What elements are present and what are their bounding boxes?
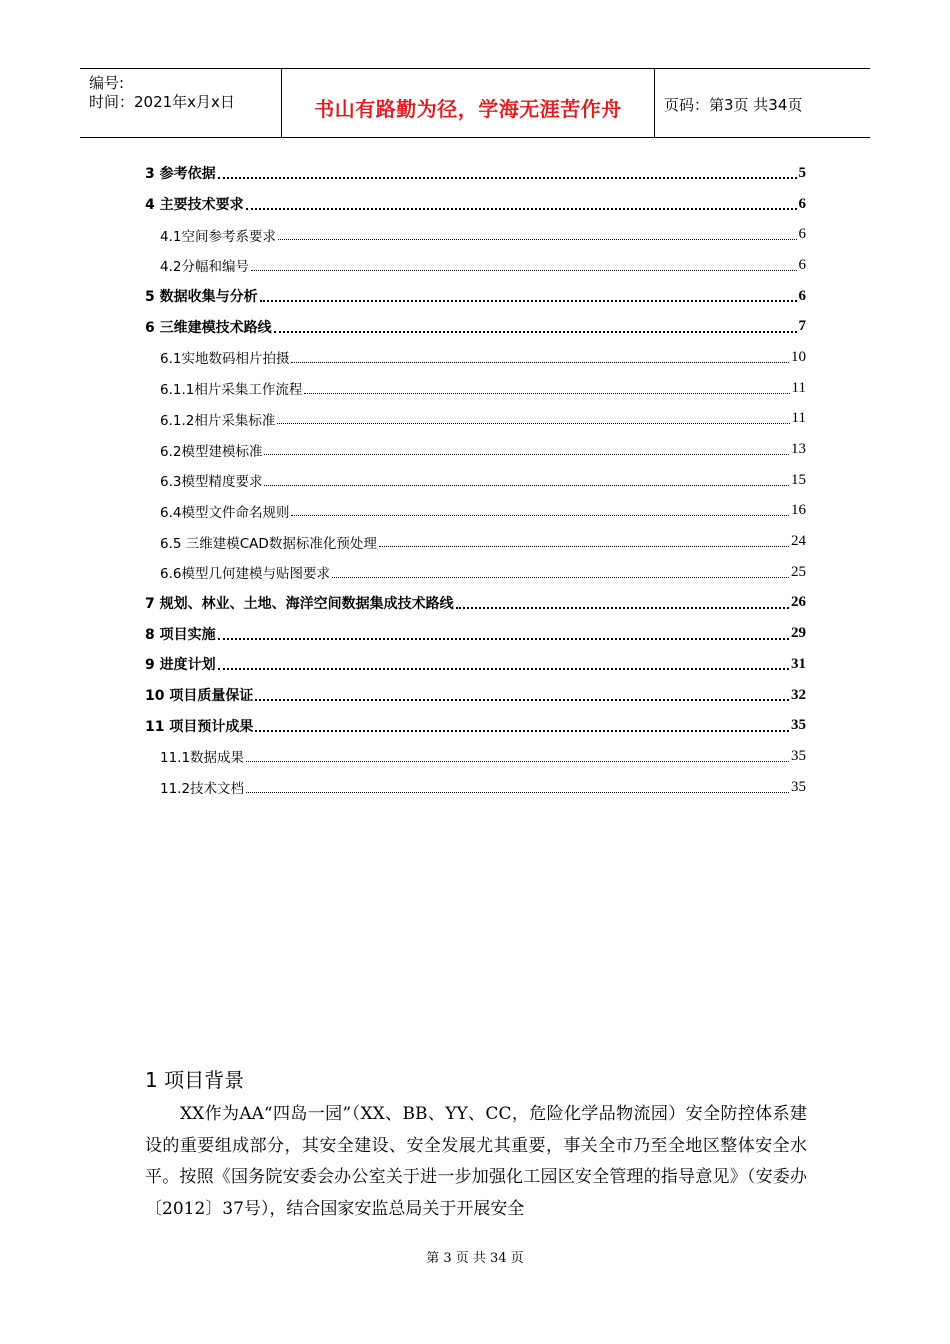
- toc-leader-dots: [291, 515, 789, 516]
- toc-entry[interactable]: [145, 404, 806, 435]
- toc-entry-page: 5: [798, 164, 806, 181]
- toc-entry-title: 6.1实地数码相片拍摄: [160, 351, 290, 368]
- header-info-cell: [80, 69, 282, 137]
- toc-leader-dots: [218, 177, 797, 179]
- toc-entry-page: 25: [791, 563, 806, 580]
- toc-entry-title: 6.5 三维建模CAD数据标准化预处理: [160, 535, 377, 552]
- toc-entry-title: 8 项目实施: [145, 626, 216, 643]
- toc-entry[interactable]: [145, 772, 806, 803]
- toc-leader-dots: [304, 393, 789, 394]
- toc-entry[interactable]: [145, 434, 806, 465]
- header-motto: 书山有路勤为径，学海无涯苦作舟: [314, 97, 622, 121]
- toc-entry-page: 35: [791, 778, 806, 795]
- toc-entry[interactable]: [145, 557, 806, 588]
- toc-entry[interactable]: [145, 219, 806, 250]
- toc-entry[interactable]: [145, 649, 806, 680]
- toc-entry[interactable]: [145, 496, 806, 527]
- toc-entry-title: 9 进度计划: [145, 657, 216, 674]
- toc-leader-dots: [255, 730, 789, 732]
- toc-entry-title: 11 项目预计成果: [145, 718, 254, 735]
- toc-entry[interactable]: [145, 250, 806, 281]
- toc-entry-page: 6: [798, 195, 806, 212]
- toc-entry[interactable]: [145, 618, 806, 649]
- time-label: 时间：2021年x月x日: [89, 93, 235, 111]
- page-info: 页码：第3页 共34页: [664, 96, 803, 114]
- toc-entry-page: 24: [791, 533, 806, 550]
- toc-entry-title: 10 项目质量保证: [145, 688, 254, 705]
- toc-entry-page: 11: [791, 410, 806, 427]
- toc-leader-dots: [264, 454, 789, 455]
- toc-entry-page: 16: [791, 502, 806, 519]
- toc-entry-page: 35: [791, 717, 806, 734]
- toc-leader-dots: [255, 699, 789, 701]
- toc-leader-dots: [246, 208, 797, 210]
- toc-entry-page: 7: [798, 318, 806, 335]
- toc-entry-title: 6.4模型文件命名规则: [160, 504, 290, 521]
- toc-leader-dots: [278, 239, 797, 240]
- toc-leader-dots: [218, 638, 789, 640]
- toc-entry[interactable]: [145, 373, 806, 404]
- toc-entry[interactable]: [145, 311, 806, 342]
- header-motto-cell: [282, 69, 655, 137]
- toc-leader-dots: [260, 300, 797, 302]
- toc-entry[interactable]: [145, 342, 806, 373]
- table-of-contents: [145, 158, 806, 802]
- toc-entry-title: 6.1.2相片采集标准: [160, 412, 276, 429]
- section-heading: 1 项目背景: [145, 1068, 245, 1092]
- toc-entry[interactable]: [145, 465, 806, 496]
- toc-entry-page: 6: [798, 226, 806, 243]
- toc-entry[interactable]: [145, 741, 806, 772]
- toc-leader-dots: [218, 668, 789, 670]
- toc-leader-dots: [277, 423, 789, 424]
- toc-entry[interactable]: [145, 710, 806, 741]
- toc-leader-dots: [379, 546, 789, 547]
- toc-entry-page: 15: [791, 471, 806, 488]
- toc-entry-title: 4 主要技术要求: [145, 197, 244, 214]
- toc-entry-title: 4.2分幅和编号: [160, 259, 249, 276]
- toc-entry-title: 4.1空间参考系要求: [160, 228, 276, 245]
- toc-entry[interactable]: [145, 588, 806, 619]
- toc-entry[interactable]: [145, 680, 806, 711]
- toc-entry-title: 7 规划、林业、土地、海洋空间数据集成技术路线: [145, 595, 454, 612]
- page-footer: 第 3 页 共 34 页: [426, 1251, 524, 1266]
- toc-entry-title: 11.1数据成果: [160, 750, 245, 767]
- toc-entry-page: 29: [791, 625, 806, 642]
- toc-entry[interactable]: [145, 526, 806, 557]
- toc-leader-dots: [274, 331, 797, 333]
- toc-leader-dots: [251, 270, 797, 271]
- toc-leader-dots: [456, 607, 789, 609]
- toc-entry[interactable]: [145, 281, 806, 312]
- toc-leader-dots: [291, 362, 789, 363]
- number-label: 编号:: [89, 74, 125, 92]
- toc-entry-title: 11.2技术文档: [160, 781, 245, 798]
- section-paragraph: XX作为AA“四岛一园”（XX、BB、YY、CC，危险化学品物流园）安全防控体系建设的重要组成部分，其安全建设、安全发展尤其重要，事关全市乃至全地区整体安全水平。按照《国务院安委会办公室关于进一步加强化工园区安全管理的指导意见》（安委办〔2012〕37号），结合国家安监总局关于开展安全: [145, 1104, 807, 1219]
- toc-leader-dots: [246, 761, 789, 762]
- toc-entry-page: 26: [791, 594, 806, 611]
- toc-entry-page: 6: [798, 256, 806, 273]
- header-page-cell: [655, 69, 870, 137]
- toc-entry-title: 6.1.1相片采集工作流程: [160, 382, 303, 399]
- toc-leader-dots: [332, 577, 789, 578]
- toc-entry-page: 10: [791, 348, 806, 365]
- toc-entry-title: 6.2模型建模标准: [160, 443, 263, 460]
- toc-entry-page: 35: [791, 747, 806, 764]
- toc-entry[interactable]: [145, 158, 806, 189]
- toc-leader-dots: [246, 792, 789, 793]
- toc-entry-page: 11: [791, 379, 806, 396]
- toc-entry-title: 5 数据收集与分析: [145, 289, 258, 306]
- toc-entry-title: 3 参考依据: [145, 166, 216, 183]
- toc-entry[interactable]: [145, 189, 806, 220]
- toc-leader-dots: [264, 485, 789, 486]
- toc-entry-title: 6 三维建模技术路线: [145, 319, 272, 336]
- toc-entry-page: 32: [791, 686, 806, 703]
- toc-entry-page: 6: [798, 287, 806, 304]
- page-header: [80, 68, 870, 138]
- toc-entry-title: 6.3模型精度要求: [160, 474, 263, 491]
- toc-entry-page: 31: [791, 655, 806, 672]
- toc-entry-title: 6.6模型几何建模与贴图要求: [160, 566, 330, 583]
- toc-entry-page: 13: [791, 441, 806, 458]
